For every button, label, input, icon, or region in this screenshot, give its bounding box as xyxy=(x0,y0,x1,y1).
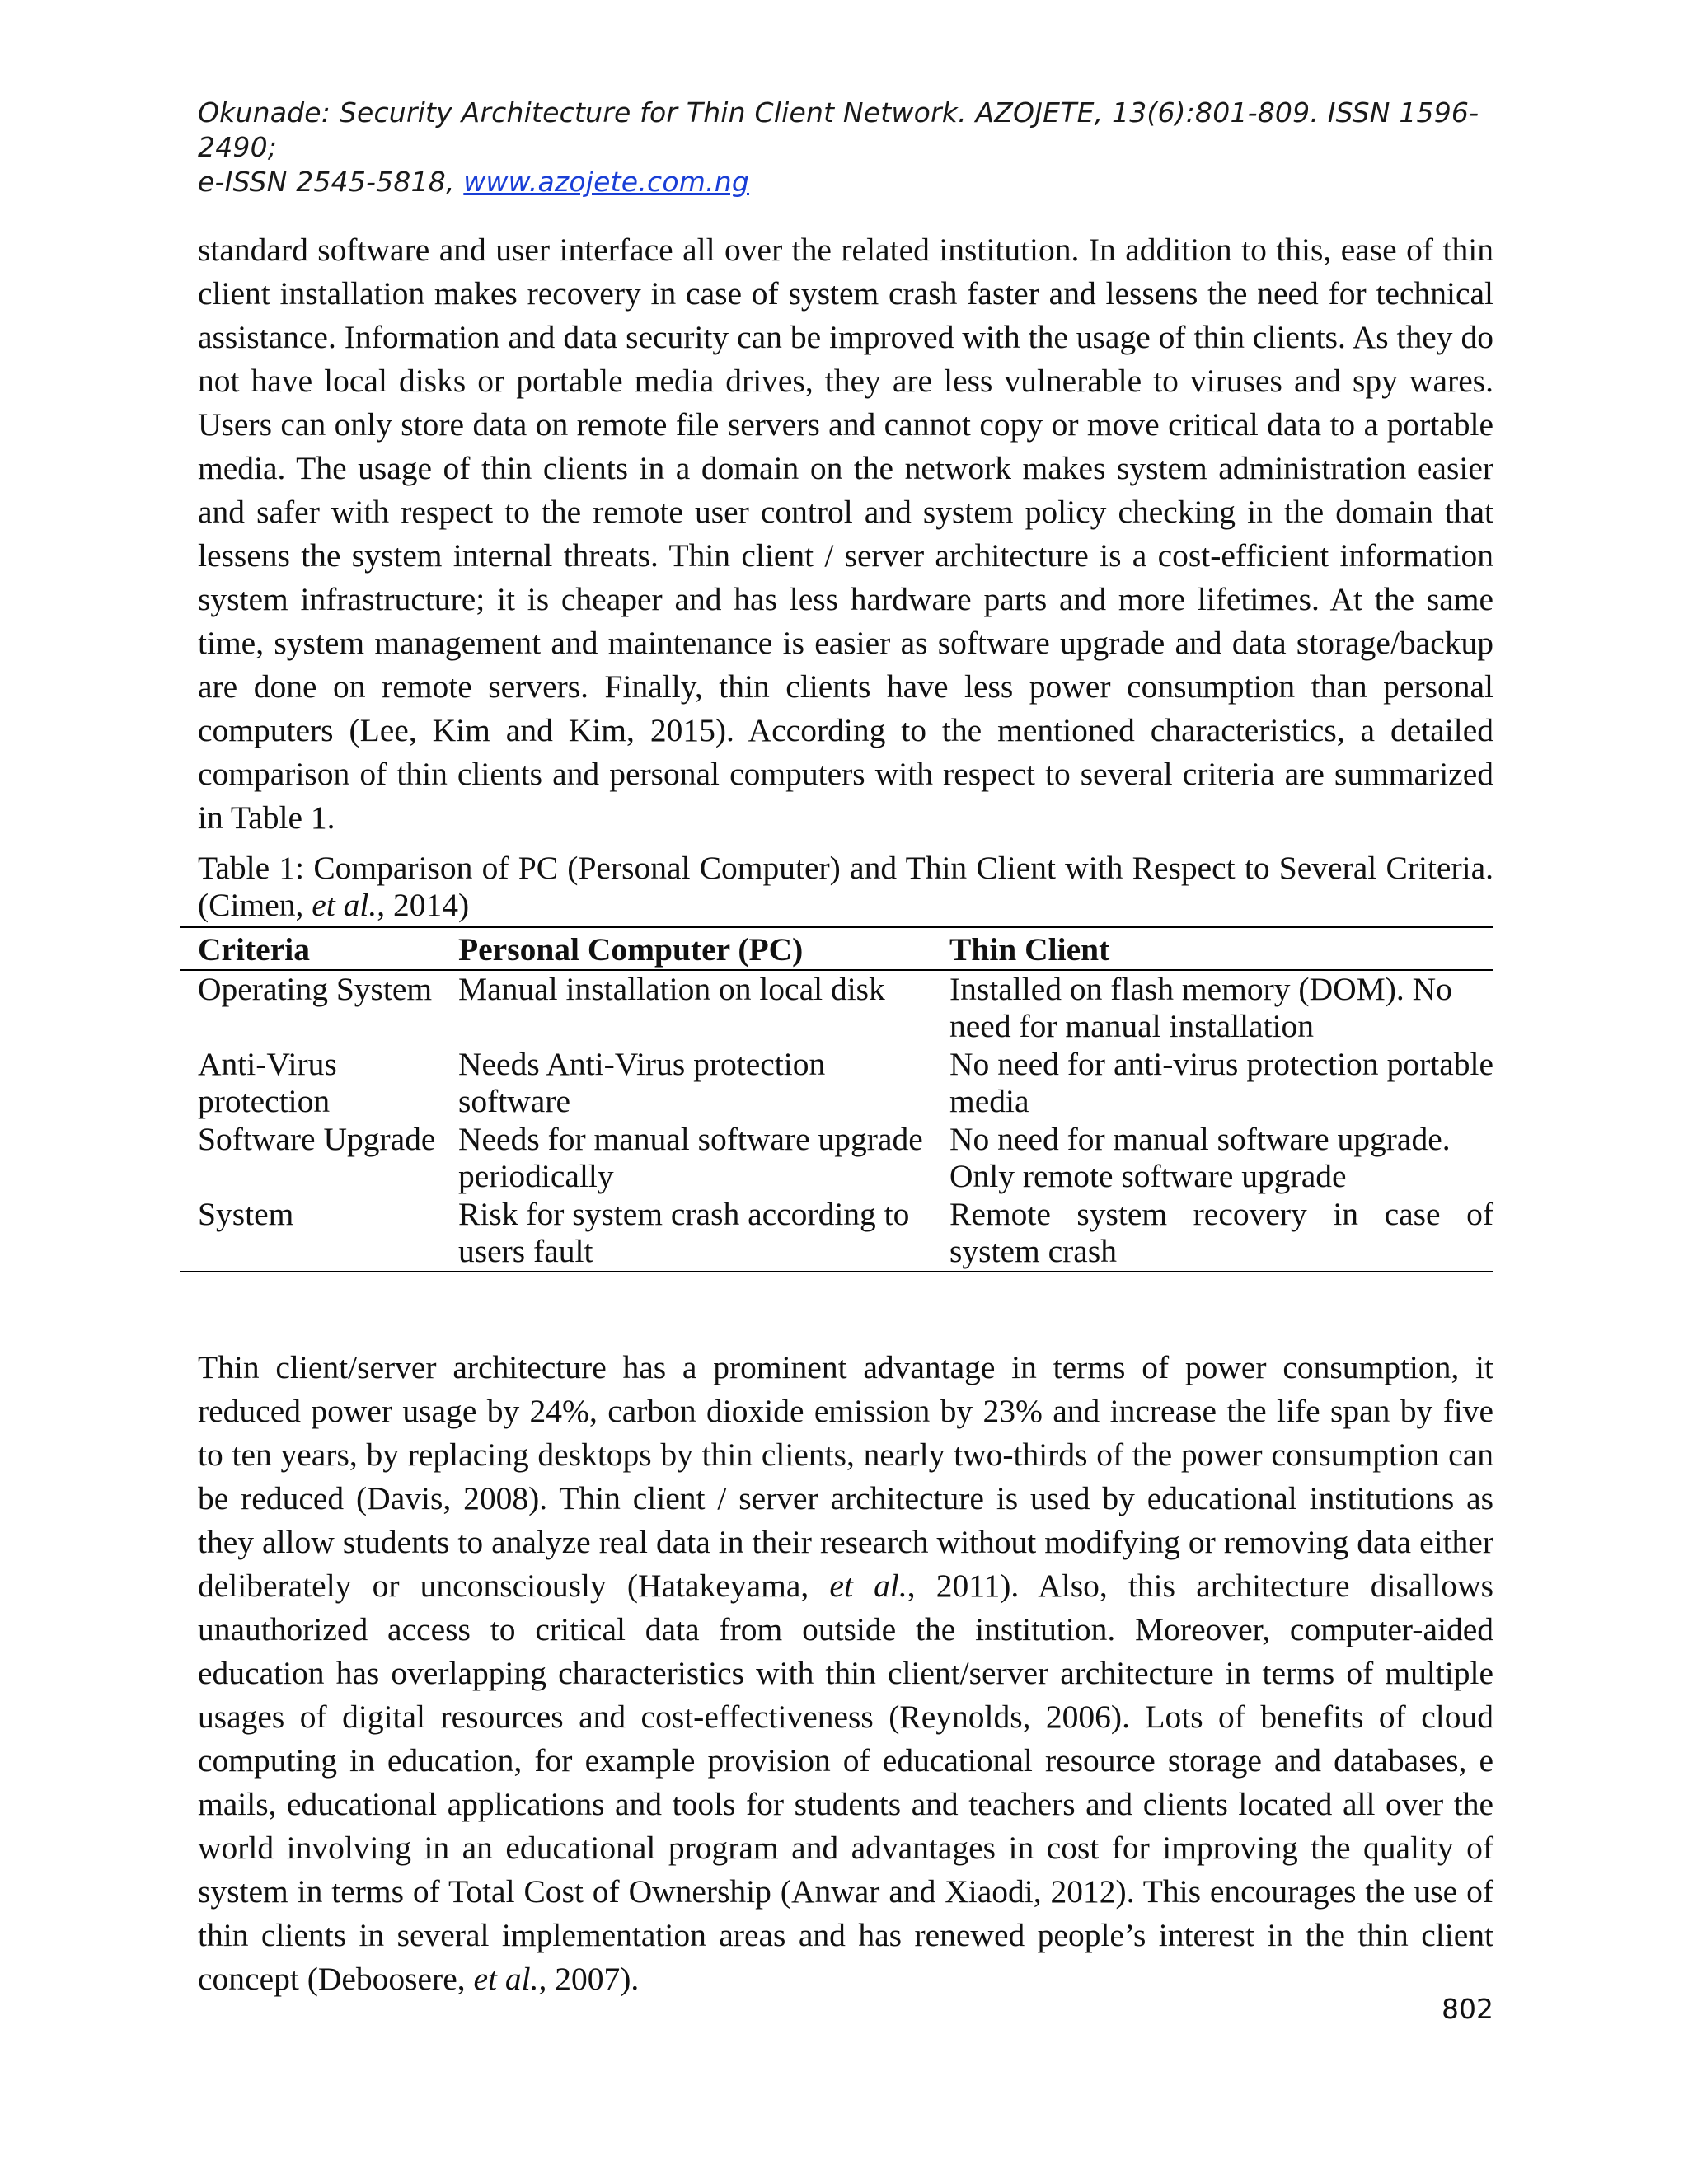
cell-criteria: Anti-Virus protection xyxy=(198,1045,337,1119)
paper-page xyxy=(198,0,1493,2184)
body-paragraph-2 xyxy=(198,1346,1493,2001)
paragraph-2-part-1: Thin client/server architecture has a prominent advantage in terms of power consumption, it reduced power usage by 24%, carbon dioxide emission by 23% and increase the life span by five to ten years, by replacing desktops by thin clients, nearly two-thirds of the power consumption can be reduced (Davis, 2008). Thin client / server architecture is used by educational institutions as they allow students to analyze real data in their research without modifying or removing data either deliberately or unconsciously (Hatakeyama, xyxy=(198,1348,1493,1604)
cell-thin-client: No need for manual software upgrade. Only remote software upgrade xyxy=(950,1120,1451,1194)
table-caption xyxy=(198,850,1493,924)
caption-et-al: et al. xyxy=(312,887,377,923)
citation-line-2 xyxy=(198,165,1493,199)
body-paragraph-1: standard software and user interface all over the related institution. In addition to this, ease of thin client installation makes recovery in case of system crash faster and lessens the need for technical assistance. Information and data security can be improved with the usage of thin clients. As they do not have local disks or portable media drives, they are less vulnerable to viruses and spy wares. Users can only store data on remote file servers and cannot copy or move critical data to a portable media. The usage of thin clients in a domain on the network makes system administration easier and safer with respect to the remote user control and system policy checking in the domain that lessens the system internal threats. Thin client / server architecture is a cost-efficient information system infrastructure; it is cheaper and has less hardware parts and more lifetimes. At the same time, system management and maintenance is easier as software upgrade and data storage/backup are done on remote servers. Finally, thin clients have less power consumption than personal computers (Lee, Kim and Kim, 2015). According to the mentioned characteristics, a detailed comparison of thin clients and personal computers with respect to several criteria are summarized in Table 1. xyxy=(198,231,1493,836)
page-number: 802 xyxy=(1442,1993,1493,2025)
paragraph-2-part-3: 2007). xyxy=(546,1960,640,1997)
cell-criteria: Software Upgrade xyxy=(198,1120,436,1157)
paragraph-2-et-al-1: et al. xyxy=(829,1567,907,1604)
running-header xyxy=(198,96,1493,199)
caption-year: , 2014) xyxy=(377,887,470,923)
table-header-row xyxy=(180,927,1493,970)
comparison-table xyxy=(180,926,1493,1272)
cell-thin-client: Installed on flash memory (DOM). No need for manual installation xyxy=(950,970,1452,1044)
header-criteria: Criteria xyxy=(180,927,440,970)
cell-pc: Needs for manual software upgrade periodically xyxy=(458,1120,923,1194)
table-row xyxy=(180,1046,1493,1121)
table-row xyxy=(180,1196,1493,1272)
cell-criteria: System xyxy=(180,1196,440,1272)
cell-pc: Manual installation on local disk xyxy=(458,970,885,1007)
caption-text: Table 1: Comparison of PC (Personal Computer) and Thin Client with Respect to Several Criteria. (Cimen, xyxy=(198,850,1493,923)
table-row xyxy=(180,1121,1493,1196)
cell-pc: Needs Anti-Virus protection software xyxy=(458,1045,826,1119)
issn-text: e-ISSN 2545-5818, xyxy=(198,166,464,198)
table-row xyxy=(180,970,1493,1046)
cell-thin-client: No need for anti-virus protection portable media xyxy=(950,1045,1493,1119)
citation-line-1: Okunade: Security Architecture for Thin Client Network. AZOJETE, 13(6):801-809. ISSN 1596-2490; xyxy=(198,96,1479,163)
header-thin-client: Thin Client xyxy=(931,927,1493,970)
cell-pc: Risk for system crash according to users fault xyxy=(440,1196,931,1272)
cell-criteria: Operating System xyxy=(198,970,433,1007)
paragraph-2-et-al-2: et al., xyxy=(473,1960,547,1997)
journal-website-link[interactable]: www.azojete.com.ng xyxy=(463,166,750,198)
cell-thin-client: Remote system recovery in case of system crash xyxy=(931,1196,1493,1272)
paragraph-2-part-2: , 2011). Also, this architecture disallows unauthorized access to critical data from outside the institution. Moreover, computer-aided education has overlapping characteristics with thin client/server architecture in terms of multiple usages of digital resources and cost-effectiveness (Reynolds, 2006). Lots of benefits of cloud computing in education, for example provision of educational resource storage and databases, e mails, educational applications and tools for students and teachers and clients located all over the world involving in an educational program and advantages in cost for improving the quality of system in terms of Total Cost of Ownership (Anwar and Xiaodi, 2012). This encourages the use of thin clients in several implementation areas and has renewed people’s interest in the thin client concept (Deboosere, xyxy=(198,1567,1493,1997)
header-personal-computer: Personal Computer (PC) xyxy=(440,927,931,970)
